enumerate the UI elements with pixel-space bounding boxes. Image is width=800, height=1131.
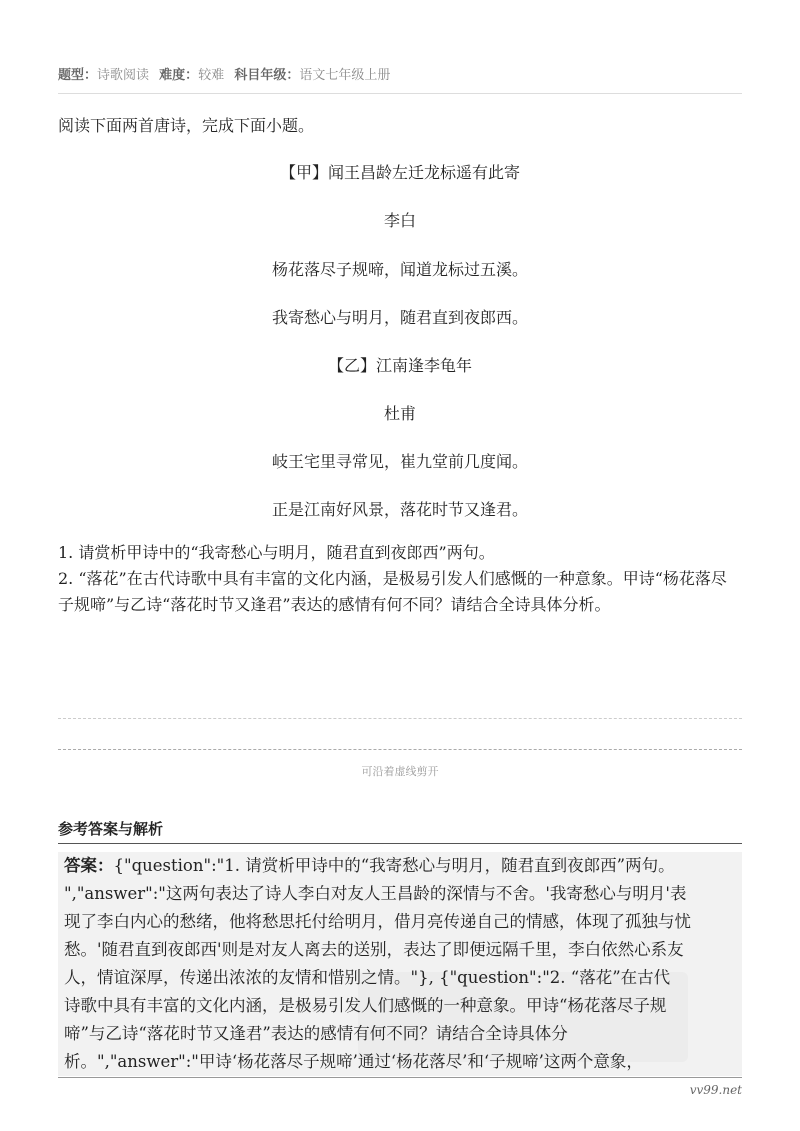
answer-line: 现了李白内心的愁绪，他将愁思托付给明月，借月亮传递自己的情感，体现了孤独与忧 [64,912,691,931]
difficulty-value: 较难 [198,68,225,83]
answer-line: 人，情谊深厚，传递出浓浓的友情和惜别之情。"}, {"question":"2. “落花”在古代 [64,968,671,987]
answer-line [58,852,742,880]
answer-box [58,852,742,1076]
answer-text: {"question":"1. 请赏析甲诗中的“我寄愁心与明月，随君直到夜郎西”两句。 [113,856,675,875]
answer-line: 析。","answer":"甲诗‘杨花落尽子规啼’通过‘杨花落尽’和‘子规啼’这两个意象， [64,1052,643,1071]
dashed-line [58,718,742,719]
type-label: 题型： [58,68,98,83]
question-1: 1. 请赏析甲诗中的“我寄愁心与明月，随君直到夜郎西”两句。 [58,543,495,562]
type-value: 诗歌阅读 [97,68,150,83]
poem-title: 【乙】江南逢李龟年 [327,356,472,375]
cut-line [58,749,742,750]
intro-text: 阅读下面两首唐诗，完成下面小题。 [58,116,315,135]
poem-title: 【甲】闻王昌龄左迁龙标遥有此寄 [279,163,520,182]
answer-line: 啼”与乙诗“落花时节又逢君”表达的感情有何不同？请结合全诗具体分 [64,1024,568,1043]
difficulty-label: 难度： [159,68,199,83]
cut-hint: 可沿着虚线剪开 [361,765,439,778]
answer-label: 答案： [64,856,114,875]
poem-line: 我寄愁心与明月，随君直到夜郎西。 [271,308,528,327]
poem-line: 正是江南好风景，落花时节又逢君。 [271,500,528,519]
answer-line: 愁。'随君直到夜郎西'则是对友人离去的送别，表达了即便远隔千里，李白依然心系友 [64,940,684,959]
divider [58,1077,742,1078]
poem-author: 杜甫 [383,404,416,423]
question-meta [58,64,396,83]
poem-line: 岐王宅里寻常见，崔九堂前几度闻。 [271,452,528,471]
answer-line: 诗歌中具有丰富的文化内涵，是极易引发人们感慨的一种意象。甲诗“杨花落尽子规 [64,996,667,1015]
divider [58,93,742,94]
subject-value: 语文七年级上册 [299,68,391,83]
answer-heading: 参考答案与解析 [58,820,164,838]
divider [58,843,742,844]
poem-author: 李白 [383,211,416,230]
poem-line: 杨花落尽子规啼，闻道龙标过五溪。 [271,260,528,279]
questions [58,540,742,618]
answer-line: ","answer":"这两句表达了诗人李白对友人王昌龄的深情与不舍。'我寄愁心与明月'表 [64,884,687,903]
subject-label: 科目年级： [234,68,300,83]
footer-site: vv99.net [689,1083,742,1097]
question-2: 2. “落花”在古代诗歌中具有丰富的文化内涵，是极易引发人们感慨的一种意象。甲诗“杨花落尽子规啼”与乙诗“落花时节又逢君”表达的感情有何不同？请结合全诗具体分析。 [58,569,727,614]
